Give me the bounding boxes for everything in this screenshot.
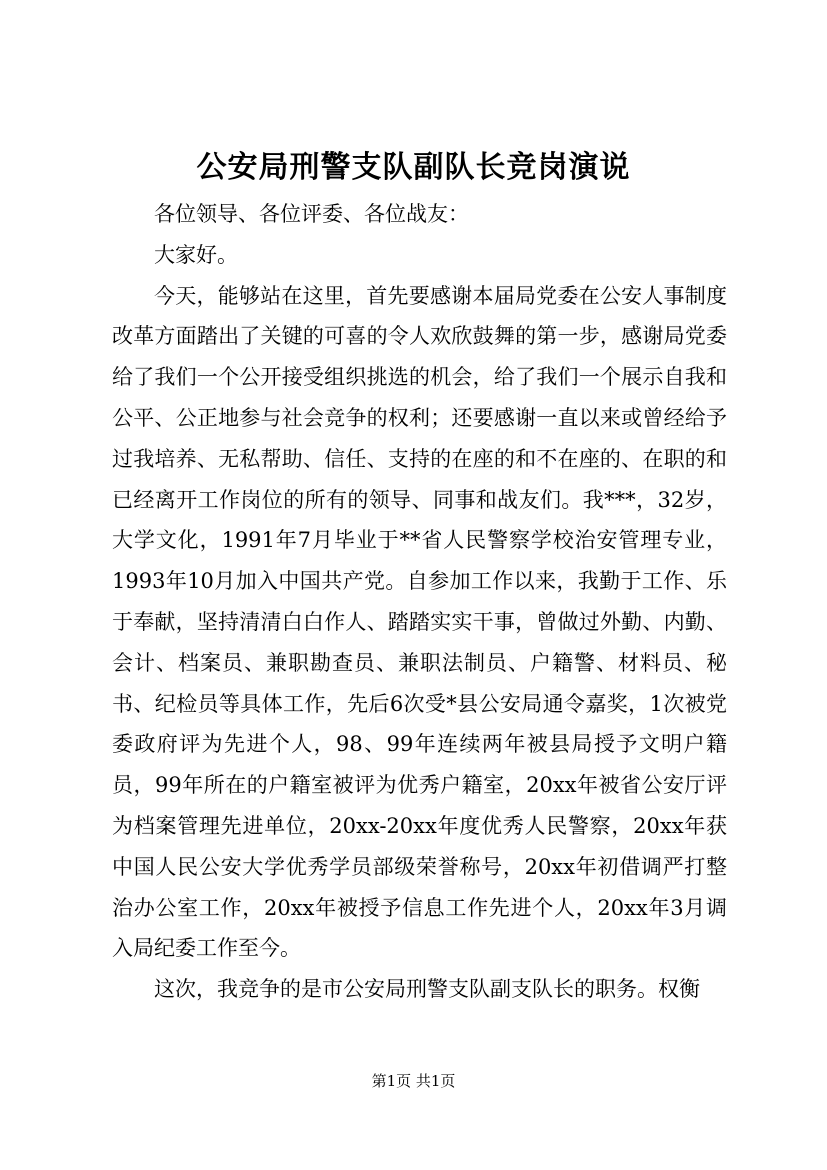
position-paragraph: 这次，我竞争的是市公安局刑警支队副支队长的职务。权衡 (154, 977, 700, 1002)
greeting-paragraph: 大家好。 (154, 242, 238, 267)
document-body (112, 194, 727, 1010)
page-footer (0, 1070, 827, 1092)
salutation-paragraph: 各位领导、各位评委、各位战友： (154, 202, 469, 226)
page-number: 第1页 共1页 (371, 1072, 456, 1090)
introduction-paragraph: 今天，能够站在这里，首先要感谢本届局党委在公安人事制度改革方面踏出了关键的可喜的令人欢欣鼓舞的第一步，感谢局党委给了我们一个公开接受组织挑选的机会，给了我们一个展示自我和公平、公正地参与社会竞争的权利；还要感谢一直以来或曾经给予过我培养、无私帮助、信任、支持的在座的和不在座的、在职的和已经离开工作岗位的所有的领导、同事和战友们。我***，32岁，大学文化，1991年7月毕业于**省人民警察学校治安管理专业，1993年10月加入中国共产党。自参加工作以来，我勤于工作、乐于奉献，坚持清清白白作人、踏踏实实干事，曾做过外勤、内勤、会计、档案员、兼职勘查员、兼职法制员、户籍警、材料员、秘书、纪检员等具体工作，先后6次受*县公安局通令嘉奖，1次被党委政府评为先进个人，98、99年连续两年被县局授予文明户籍员，99年所在的户籍室被评为优秀户籍室，20xx年被省公安厅评为档案管理先进单位，20xx-20xx年度优秀人民警察，20xx年获中国人民公安大学优秀学员部级荣誉称号，20xx年初借调严打整治办公室工作，20xx年被授予信息工作先进个人，20xx年3月调入局纪委工作至今。 (112, 283, 727, 961)
document-title: 公安局刑警支队副队长竞岗演说 (196, 150, 631, 185)
